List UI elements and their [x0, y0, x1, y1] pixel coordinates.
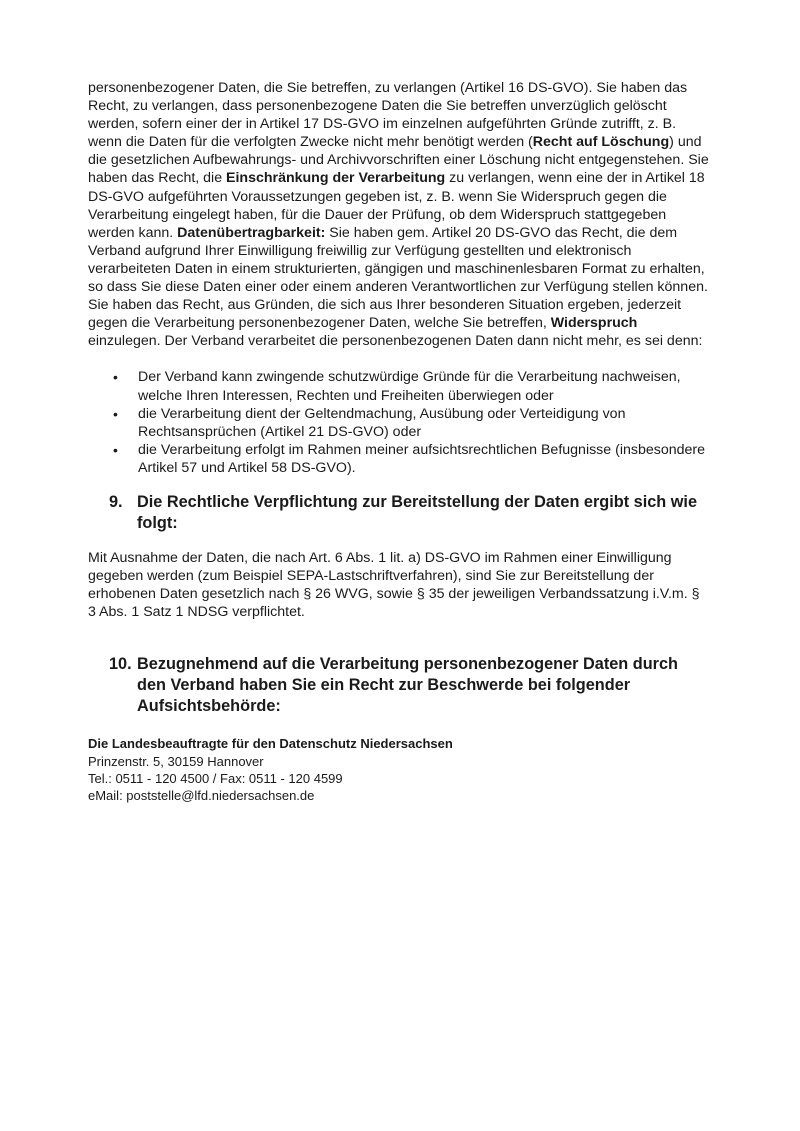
list-item: [88, 441, 710, 477]
section-9-text: Mit Ausnahme der Daten, die nach Art. 6 Abs. 1 lit. a) DS-GVO im Rahmen einer Einwilligung gegeben werden (zum Beispiel SEPA-Lastschriftverfahren), sind Sie zur Bereitstellung der erhobenen Daten gesetzlich nach § 26 WVG, sowie § 35 der jeweiligen Verbandssatzung i.V.m. § 3 Abs. 1 Satz 1 NDSG verpflichtet.: [88, 549, 700, 621]
authority-street: Prinzenstr. 5, 30159 Hannover: [88, 753, 264, 769]
right-to-erasure-term: Recht auf Löschung: [532, 134, 670, 151]
authority-name: Die Landesbeauftragte für den Datenschutz Niedersachsen: [88, 736, 453, 752]
bullet-icon: •: [113, 441, 118, 458]
list-item-text: die Verarbeitung dient der Geltendmachung, Ausübung oder Verteidigung von Rechtsansprüchen (Artikel 21 DS-GVO) oder: [138, 405, 626, 440]
list-item: [88, 405, 710, 441]
objection-term: Widerspruch: [550, 315, 638, 332]
text-segment: zu verlangen, wenn eine der in Artikel 18 DS-GVO aufgeführten Voraussetzungen gegeben ist, z. B. wenn Sie Widerspruch gegen die Verarbeitung eingelegt haben, für die Dauer der Prüfung, ob dem Widerspruch stattgegeben werden kann.: [88, 170, 705, 241]
text-segment: Sie haben gem. Artikel 20 DS-GVO das Recht, die dem Verband aufgrund Ihrer Einwilligung freiwillig zur Verfügung gestellten und elektronisch verarbeiteten Daten in einem strukturierten, gängigen und maschinenlesbaren Format zu erhalten, so dass Sie diese Daten einer oder einem anderen Verantwortlichen zur Verfügung stellen können. Sie haben das Recht, aus Gründen, die sich aus Ihrer besonderen Situation ergeben, jederzeit gegen die Verarbeitung personenbezogener Daten, welche Sie betreffen,: [88, 224, 708, 332]
section-title: Die Rechtliche Verpflichtung zur Bereitstellung der Daten ergibt sich wie folgt:: [137, 492, 698, 532]
text-segment: ) und die gesetzlichen Aufbewahrungs- und Archivvorschriften einer Löschung nicht entgegenstehen. Sie haben das Recht, die: [88, 134, 709, 187]
section-number: 10.: [109, 655, 132, 674]
bullet-icon: •: [113, 405, 118, 422]
bullet-icon: •: [113, 369, 118, 386]
list-item-text: die Verarbeitung erfolgt im Rahmen meiner aufsichtsrechtlichen Befugnisse (insbesondere Artikel 57 und Artikel 58 DS-GVO).: [138, 441, 706, 476]
section-10-heading: [88, 654, 710, 717]
data-portability-term: Datenübertragbarkeit:: [177, 224, 326, 241]
rights-paragraph: [88, 79, 710, 350]
restriction-of-processing-term: Einschränkung der Verarbeitung: [226, 170, 446, 187]
section-9-heading: [88, 492, 710, 534]
section-number: 9.: [109, 492, 123, 511]
authority-phone: Tel.: 0511 - 120 4500 / Fax: 0511 - 120 4599: [88, 770, 343, 786]
section-title: Bezugnehmend auf die Verarbeitung personenbezogener Daten durch den Verband haben Sie ein Recht zur Beschwerde bei folgender Aufsichtsbehörde:: [137, 655, 678, 716]
list-item-text: Der Verband kann zwingende schutzwürdige Gründe für die Verarbeitung nachweisen, welche Ihren Interessen, Rechten und Freiheiten überwiegen oder: [138, 369, 681, 404]
list-item: [88, 368, 710, 404]
authority-email: eMail: poststelle@lfd.niedersachsen.de: [88, 787, 315, 803]
authority-address: [88, 735, 710, 804]
text-segment: einzulegen. Der Verband verarbeitet die personenbezogenen Daten dann nicht mehr, es sei denn:: [88, 333, 703, 350]
exception-list: [88, 368, 710, 477]
document-page: [88, 79, 710, 804]
text-segment: personenbezogener Daten, die Sie betreffen, zu verlangen (Artikel 16 DS-GVO). Sie haben das Recht, zu verlangen, dass personenbezogene Daten die Sie betreffen unverzüglich gelöscht werden, sofern einer der in Artikel 17 DS-GVO im einzelnen aufgeführten Gründe zutrifft, z. B. wenn die Daten für die verfolgten Zwecke nicht mehr benötigt werden (: [88, 80, 688, 151]
